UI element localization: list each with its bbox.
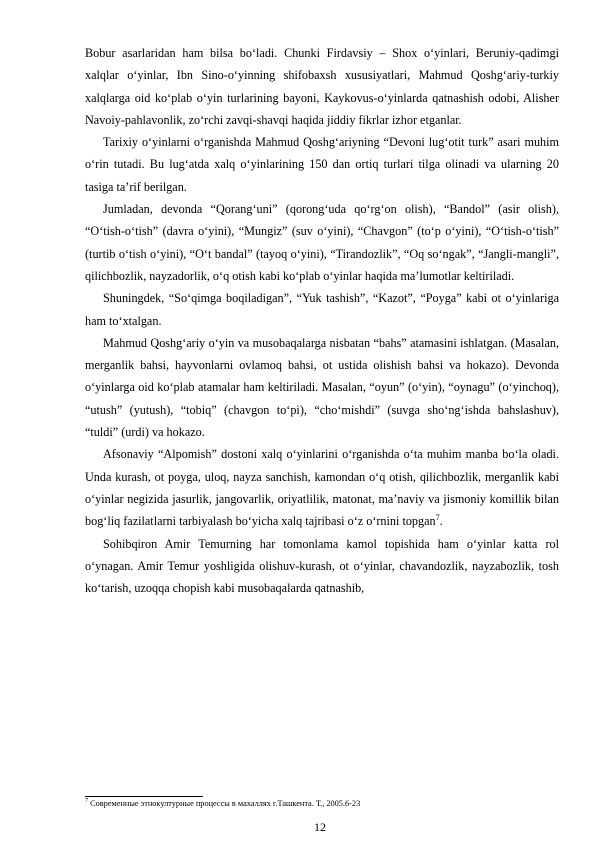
footnote [85,798,559,809]
paragraph-6-end: . [439,514,443,529]
paragraph-7: Sohibqiron Amir Temurning har tomonlama kamol topishida ham o‘yinlar katta rol o‘ynagan. Amir Temur yoshligida olishuv-kurash, ot o‘yinlar, chavandozlik, nayzabozlik, tosh ko‘tarish, uzoqqa chopish kabi musobaqalarda qatnashib, [85,536,559,596]
paragraph-2: Tarixiy o‘yinlarni o‘rganishda Mahmud Qoshg‘ariyning “Devoni lug‘otit turk” asari muhim o‘rin tutadi. Bu lug‘atda xalq o‘yinlarining 150 dan ortiq turlari tilga olinadi va ularning 20 tasiga ta’rif berilgan. [85,135,559,194]
paragraph-6 [85,443,559,532]
paragraph-5: Mahmud Qoshg‘ariy o‘yin va musobaqalarga nisbatan “bahs” atamasini ishlatgan. (Masalan, merganlik bahsi, hayvonlarni ovlamoq bahsi, ot ustida olishish bahsi va hokazo). Devonda o‘yinlarga oid ko‘plab atamalar ham keltiriladi. Masalan, “oyun” (o‘yin), “oynagu” (o‘yinchoq), “utush” (yutush), “tobiq” (chavgon to‘pi), “cho‘mishdi” (suvga sho‘ng‘ishda bahslashuv), “tuldi” (urdi) va hokazo. [85,335,559,440]
footnote-reference[interactable]: 7 [435,513,440,523]
paragraph-1: Bobur asarlaridan ham bilsa bo‘ladi. Chunki Firdavsiy – Shox o‘yinlari, Beruniy-qadimgi xalqlar o‘yinlar, Ibn Sino-o‘yinning shifobaxsh xususiyatlari, Mahmud Qoshg‘ariy-turkiy xalqlarga oid ko‘plab o‘yin turlarining bayoni, Kaykovus-o‘yinlarda qatnashish odobi, Alisher Navoiy-pahlavonlik, zo‘rchi zavqi-shavqi haqida jiddiy fikrlar izhor etganlar. [85,46,559,127]
paragraph-3: Jumladan, devonda “Qorang‘uni” (qorong‘uda qo‘rg‘on olish), “Bandol” (asir olish), “O‘tish-o‘tish” (davra o‘yini), “Mungiz” (suv o‘yini), “Chavgon” (to‘p o‘yini), “O‘tish-o‘tish” (turtib o‘tish o‘yini), “O‘t bandal” (tayoq o‘yini), “Tirandozlik”, “Oq so‘ngak”, “Jangli-mangli”, qilichbozlik, nayzadorlik, o‘q otish kabi ko‘plab o‘yinlar haqida ma’lumotlar keltiriladi. [85,202,559,283]
footnote-marker: 7 [85,798,88,805]
paragraph-6-text: Afsonaviy “Alpomish” dostoni xalq o‘yinlarini o‘rganishda o‘ta muhim manba bo‘la oladi. Unda kurash, ot poyga, uloq, nayza sanchish, kamondan o‘q otish, qilichbozlik, merganlik kabi o‘yinlar negizida jasurlik, jangovarlik, oriyatlilik, matonat, ma’naviy va jismoniy komillik bilan bog‘liq fazilatlarni tarbiyalash bo‘yicha xalq tajribasi o‘z o‘rnini topgan [85,447,559,529]
page-number: 12 [314,820,326,834]
paragraph-4: Shuningdek, “So‘qimga boqiladigan”, “Yuk tashish”, “Kazot”, “Poyga” kabi ot o‘yinlariga ham to‘xtalgan. [85,291,559,328]
page-body [85,42,559,599]
footnote-divider [85,796,203,797]
footnote-text: Современные этнокултурные процессы в махаллях г.Ташкента. Т., 2005.6-23 [90,799,361,808]
